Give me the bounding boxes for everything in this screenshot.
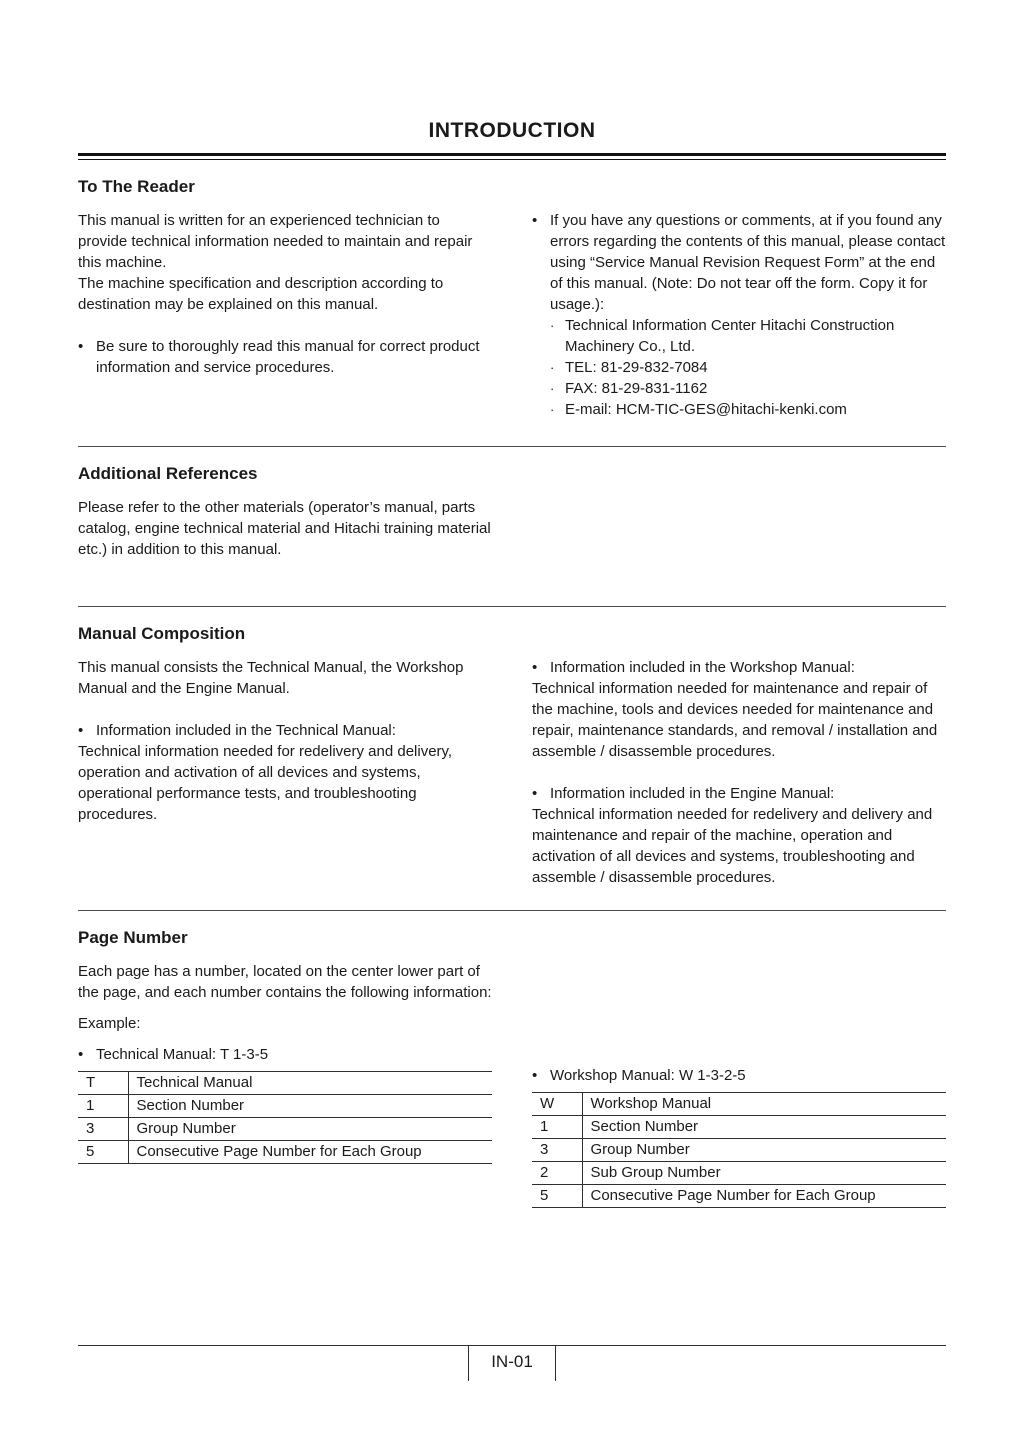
workshop-page-number-table	[532, 1092, 946, 1208]
engine-manual-body: Technical information needed for redelivery and delivery and maintenance and repair of the machine, operation and activation of all devices and systems, troubleshooting and assemble / disassemble procedures.	[532, 806, 933, 886]
table-row	[532, 1093, 946, 1116]
reader-left-column	[78, 210, 492, 420]
table-row	[532, 1185, 946, 1208]
table-code-cell: T	[78, 1072, 128, 1095]
table-row	[78, 1118, 492, 1141]
table-row	[78, 1095, 492, 1118]
table-label-cell: Section Number	[582, 1116, 946, 1139]
page-number-intro: Each page has a number, located on the center lower part of the page, and each number contains the following information:	[78, 963, 492, 1001]
technical-manual-bullet	[78, 720, 492, 741]
page-number-right-column	[532, 961, 946, 1208]
table-label-cell: Consecutive Page Number for Each Group	[128, 1141, 492, 1164]
manual-composition-intro: This manual consists the Technical Manual, the Workshop Manual and the Engine Manual.	[78, 659, 464, 697]
table-label-cell: Sub Group Number	[582, 1162, 946, 1185]
section-to-the-reader	[78, 176, 946, 420]
additional-references-right-column	[532, 497, 946, 560]
technical-example-bullet	[78, 1044, 492, 1065]
table-label-cell: Technical Manual	[128, 1072, 492, 1095]
section-page-number	[78, 927, 946, 1208]
workshop-example-bullet	[532, 1065, 946, 1086]
table-code-cell: 1	[78, 1095, 128, 1118]
section-additional-references	[78, 463, 946, 560]
table-label-cell: Group Number	[582, 1139, 946, 1162]
sub-bullet-icon: ·	[550, 381, 555, 396]
table-row	[78, 1072, 492, 1095]
heading-additional-references: Additional References	[78, 464, 258, 483]
table-code-cell: 5	[532, 1185, 582, 1208]
reader-bullet	[78, 336, 492, 378]
table-row	[532, 1116, 946, 1139]
bullet-icon: •	[78, 1046, 84, 1063]
contact-list	[550, 315, 946, 420]
table-code-cell: 3	[532, 1139, 582, 1162]
manual-composition-columns	[78, 657, 946, 888]
table-label-cell: Consecutive Page Number for Each Group	[582, 1185, 946, 1208]
reader-columns	[78, 210, 946, 420]
technical-example-text: Technical Manual: T 1-3-5	[96, 1046, 269, 1063]
table-label-cell: Group Number	[128, 1118, 492, 1141]
workshop-example-text: Workshop Manual: W 1-3-2-5	[550, 1067, 746, 1084]
contact-item	[550, 399, 946, 420]
table-label-cell: Workshop Manual	[582, 1093, 946, 1116]
bullet-icon: •	[532, 785, 538, 802]
page-title: INTRODUCTION	[428, 119, 596, 142]
technical-manual-body: Technical information needed for redelivery and delivery, operation and activation of all devices and systems, operational performance tests, and troubleshooting procedures.	[78, 743, 453, 823]
sub-bullet-icon: ·	[550, 402, 555, 417]
footer-page-number: IN-01	[491, 1352, 533, 1371]
technical-page-number-table	[78, 1071, 492, 1164]
section-manual-composition	[78, 623, 946, 888]
reader-bullet-text: Be sure to thoroughly read this manual for correct product information and service procedures.	[96, 338, 480, 376]
heading-manual-composition: Manual Composition	[78, 624, 246, 643]
technical-manual-label: Information included in the Technical Manual:	[96, 722, 396, 739]
page-number-left-column	[78, 961, 492, 1208]
sub-bullet-icon: ·	[550, 318, 555, 333]
bullet-icon: •	[532, 212, 538, 229]
page-number-columns	[78, 961, 946, 1208]
example-label: Example:	[78, 1015, 141, 1032]
additional-references-body: Please refer to the other materials (operator’s manual, parts catalog, engine technical material and Hitachi training material etc.) in addition to this manual.	[78, 499, 491, 558]
bullet-icon: •	[532, 659, 538, 676]
engine-manual-label: Information included in the Engine Manual:	[550, 785, 835, 802]
table-code-cell: W	[532, 1093, 582, 1116]
workshop-manual-label: Information included in the Workshop Manual:	[550, 659, 855, 676]
bullet-icon: •	[532, 1067, 538, 1084]
table-code-cell: 1	[532, 1116, 582, 1139]
heading-to-the-reader: To The Reader	[78, 177, 195, 196]
table-row	[532, 1162, 946, 1185]
table-code-cell: 2	[532, 1162, 582, 1185]
bullet-icon: •	[78, 722, 84, 739]
section-divider	[78, 606, 946, 607]
contact-intro-bullet	[532, 210, 946, 315]
table-row	[532, 1139, 946, 1162]
contact-item-text: Technical Information Center Hitachi Construction Machinery Co., Ltd.	[565, 317, 895, 355]
heading-page-number: Page Number	[78, 928, 188, 947]
reader-paragraph-2: The machine specification and description according to destination may be explained on this manual.	[78, 275, 444, 313]
table-code-cell: 3	[78, 1118, 128, 1141]
additional-references-left-column	[78, 497, 492, 560]
engine-manual-bullet	[532, 783, 946, 804]
contact-item-text: FAX: 81-29-831-1162	[565, 380, 708, 397]
section-divider	[78, 910, 946, 911]
sub-bullet-icon: ·	[550, 360, 555, 375]
additional-references-columns	[78, 497, 946, 560]
reader-paragraph-1: This manual is written for an experienced technician to provide technical information needed to maintain and repair this machine.	[78, 212, 473, 271]
bullet-icon: •	[78, 338, 84, 355]
workshop-manual-body: Technical information needed for maintenance and repair of the machine, tools and devices needed for maintenance and repair, maintenance standards, and removal / installation and assemble / disassemble procedures.	[532, 680, 938, 760]
page-footer	[78, 1345, 946, 1381]
reader-right-column	[532, 210, 946, 420]
contact-item	[550, 378, 946, 399]
table-code-cell: 5	[78, 1141, 128, 1164]
table-row	[78, 1141, 492, 1164]
workshop-manual-bullet	[532, 657, 946, 678]
contact-intro-text: If you have any questions or comments, at if you found any errors regarding the contents of this manual, please contact using “Service Manual Revision Request Form” at the end of this manual. (Note: Do not tear off the form. Copy it for usage.):	[550, 212, 946, 313]
footer-page-number-box	[468, 1346, 556, 1381]
title-double-rule	[78, 153, 946, 160]
manual-composition-right-column	[532, 657, 946, 888]
contact-item-text: E-mail: HCM-TIC-GES@hitachi-kenki.com	[565, 401, 847, 418]
contact-item	[550, 315, 946, 357]
contact-item	[550, 357, 946, 378]
manual-composition-left-column	[78, 657, 492, 888]
table-label-cell: Section Number	[128, 1095, 492, 1118]
contact-item-text: TEL: 81-29-832-7084	[565, 359, 708, 376]
section-divider	[78, 446, 946, 447]
